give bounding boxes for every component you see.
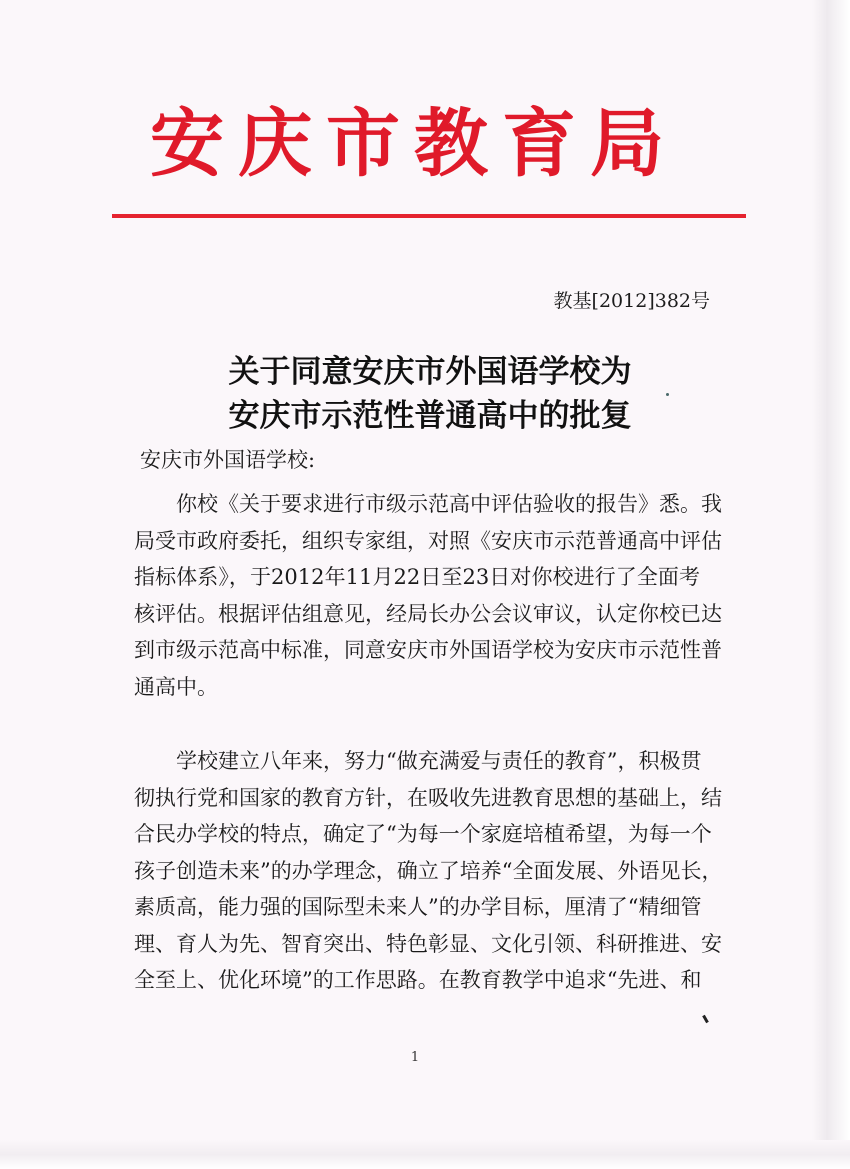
text-line: 理、育人为先、智育突出、特色彰显、文化引领、科研推进、安 (134, 931, 722, 956)
letterhead-red-rule (112, 214, 746, 218)
scan-speck (666, 393, 669, 396)
text-line: 核评估。根据评估组意见，经局长办公会议审议，认定你校已达 (134, 601, 722, 626)
title-line: 关于同意安庆市外国语学校为 (228, 354, 632, 390)
page-edge-shadow (812, 0, 850, 1169)
document-title (110, 350, 750, 440)
text-line: 你校《关于要求进行市级示范高中评估验收的报告》悉。我 (176, 492, 722, 516)
text-line: 合民办学校的特点，确定了“为每一个家庭培植希望，为每一个 (134, 822, 712, 846)
title-line: 安庆市示范性普通高中的批复 (228, 398, 632, 434)
paragraph-2 (134, 743, 723, 999)
paragraph-1 (134, 486, 722, 705)
text-line: 指标体系》，于2012年11月22日至23日对你校进行了全面考 (134, 565, 700, 589)
text-line: 彻执行党和国家的教育方针，在吸收先进教育思想的基础上，结 (134, 785, 722, 810)
text-line: 到市级示范高中标准，同意安庆市外国语学校为安庆市示范性普 (134, 638, 722, 662)
page-bottom-shadow (0, 1140, 850, 1169)
text-line: 局受市政府委托，组织专家组，对照《安庆市示范普通高中评估 (134, 528, 722, 553)
document-number: 教基[2012]382号 (553, 290, 710, 312)
page-number: 1 (410, 1050, 420, 1065)
addressee: 安庆市外国语学校: (140, 448, 316, 472)
text-line: 学校建立八年来，努力“做充满爱与责任的教育”，积极贯 (176, 749, 702, 773)
text-line: 通高中。 (134, 674, 218, 699)
text-line: 素质高，能力强的国际型未来人”的办学目标，厘清了“精细管 (134, 895, 702, 919)
text-line: 全至上、优化环境”的工作思路。在教育教学中追求“先进、和 (134, 968, 702, 992)
letterhead-title: 安庆市教育局 (150, 101, 678, 187)
scan-speck (702, 1015, 709, 1023)
text-line: 孩子创造未来”的办学理念，确立了培养“全面发展、外语见长， (134, 858, 723, 883)
